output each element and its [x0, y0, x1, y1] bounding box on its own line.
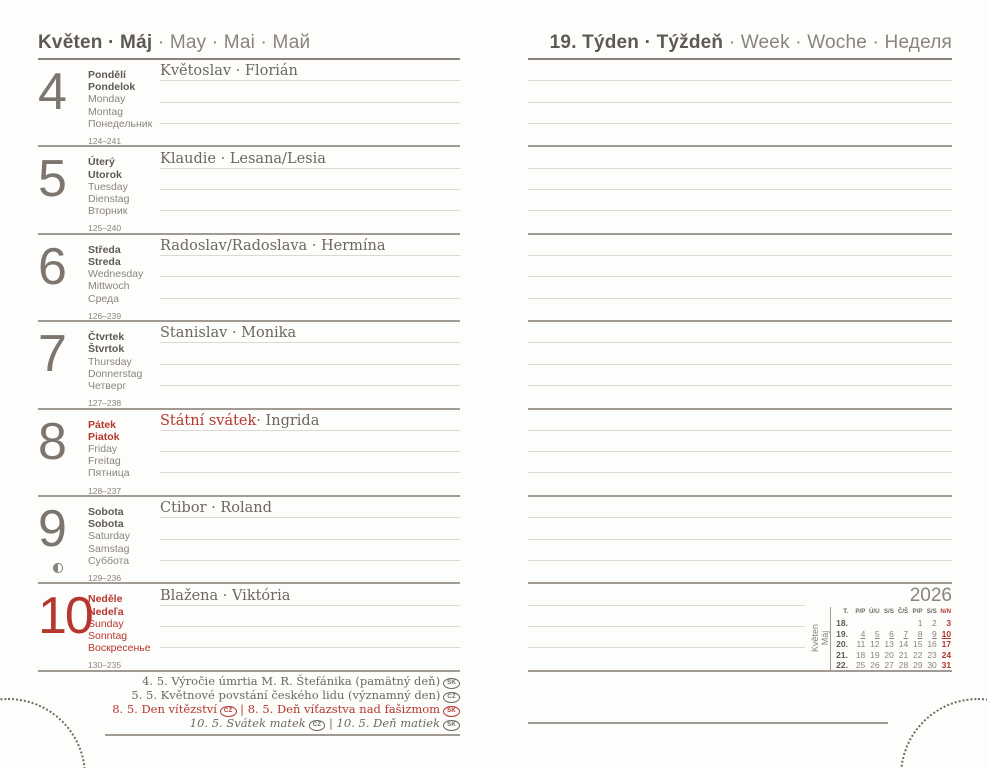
calendar-day: 27: [884, 660, 894, 671]
day-of-year-range: 126–239: [88, 310, 122, 321]
weekday-abbr: Č/Š: [897, 608, 909, 616]
weekday-labels: [88, 147, 160, 232]
holiday-note-red: [38, 703, 460, 717]
calendar-grid: [830, 607, 952, 671]
writing-line: [528, 343, 952, 364]
writing-line: [160, 211, 460, 233]
weekday-abbr: P/P: [912, 608, 923, 616]
day-writing-area: [160, 235, 460, 320]
weekday-label-sk: Nedeľa: [88, 605, 124, 618]
calendar-day: 28: [898, 660, 909, 671]
weekday-label-ru: Суббота: [88, 554, 130, 567]
nameday-line: [160, 410, 460, 431]
writing-line: [528, 497, 952, 518]
weekday-label-de: Sonntag: [88, 629, 128, 642]
calendar-day: 12: [870, 639, 880, 650]
calendar-day: 29: [913, 660, 923, 671]
writing-line: [160, 365, 460, 386]
writing-line: [528, 561, 952, 583]
bottom-rule: [528, 722, 888, 724]
weekday-label-sk: Sobota: [88, 518, 124, 531]
writing-line: [528, 452, 952, 473]
writing-line: [528, 147, 952, 168]
weekday-abbr: Ú/U: [868, 608, 880, 616]
weekday-label-en: Friday: [88, 442, 118, 455]
notes-block: [528, 60, 952, 147]
week-number: 19.: [836, 628, 848, 639]
weekday-abbr: S/S: [883, 608, 894, 616]
weekday-label-en: Monday: [88, 93, 126, 106]
nameday-names: Ctibor · Roland: [160, 500, 272, 517]
calendar-week-row: [834, 660, 952, 671]
weekday-label-cs: Úterý: [88, 156, 115, 169]
day-of-year-range: 127–238: [88, 398, 122, 409]
last-quarter-moon-icon: [52, 561, 88, 579]
calendar-week-row: [834, 650, 952, 661]
weekday-label-ru: Четверг: [88, 379, 127, 392]
nameday-line: [160, 322, 460, 343]
calendar-day: 30: [927, 660, 937, 671]
calendar-day-sunday: 10: [941, 628, 952, 639]
calendar-month-sk: Máj: [820, 631, 830, 646]
country-badge-sk: SK: [443, 678, 460, 689]
day-of-year-range: 125–240: [88, 223, 122, 234]
weekday-label-sk: Piatok: [88, 430, 120, 443]
day-number-column: [38, 497, 88, 582]
writing-line: [528, 211, 952, 233]
weekday-label-cs: Středa: [88, 243, 121, 256]
holiday-note-text: 4. 5. Výročie úmrtia M. R. Štefánika (pamätný deň): [142, 673, 441, 688]
day-number-column: [38, 322, 88, 407]
mini-month-calendar: [810, 586, 952, 671]
holiday-footnotes: [38, 672, 460, 736]
day-block: [38, 322, 460, 409]
writing-line: [160, 561, 460, 583]
weekday-label-ru: Воскресенье: [88, 642, 151, 655]
calendar-day-sunday: 31: [941, 660, 952, 671]
week-header: [528, 32, 952, 60]
weekday-labels: [88, 584, 160, 669]
week-number: 20.: [836, 639, 848, 650]
week-column-header: T.: [843, 608, 848, 616]
calendar-year: 2026: [909, 585, 952, 607]
writing-line: [528, 256, 952, 277]
day-of-year-range: 128–237: [88, 485, 122, 496]
weekday-label-sk: Utorok: [88, 168, 122, 181]
calendar-day: [880, 618, 894, 629]
month-header: [38, 32, 460, 60]
nameday-line: [160, 584, 460, 605]
footer-rule: [105, 734, 460, 736]
calendar-header-row: [834, 607, 952, 618]
weekday-labels: [88, 60, 160, 145]
day-of-year-range: 129–236: [88, 572, 122, 583]
day-number: 8: [38, 412, 65, 471]
writing-line: [528, 410, 952, 431]
writing-line: [160, 540, 460, 561]
day-block: [38, 60, 460, 147]
weekday-label-sk: Štvrtok: [88, 343, 125, 356]
day-number: 9: [38, 499, 65, 558]
weekday-label-de: Freitag: [88, 455, 121, 468]
writing-line: [160, 81, 460, 102]
day-writing-area: [160, 322, 460, 407]
calendar-day: 18: [855, 649, 866, 660]
day-number-column: [38, 60, 88, 145]
day-writing-area: [160, 497, 460, 582]
nameday-names: Klaudie · Lesana/Lesia: [160, 150, 326, 167]
day-number: 6: [38, 237, 65, 296]
calendar-week-row: [834, 629, 952, 640]
week-number: 18.: [836, 617, 848, 628]
weekday-label-sk: Streda: [88, 255, 121, 268]
writing-line: [160, 518, 460, 539]
weekday-label-ru: Пятница: [88, 467, 130, 480]
writing-line: [528, 606, 805, 627]
writing-line: [160, 431, 460, 452]
calendar-day: 16: [927, 639, 937, 650]
writing-line: [160, 103, 460, 124]
writing-line: [160, 124, 460, 146]
nameday-names: Blažena · Viktória: [160, 587, 291, 604]
day-number-column: [38, 235, 88, 320]
writing-line: [528, 103, 952, 124]
writing-line: [160, 299, 460, 321]
writing-line: [528, 169, 952, 190]
holiday-note-text: 10. 5. Svátek matek: [189, 715, 306, 730]
calendar-day: [865, 618, 879, 629]
weekday-label-ru: Понедельник: [88, 117, 153, 130]
calendar-day-sunday: 24: [941, 649, 952, 660]
weekday-label-en: Sunday: [88, 617, 124, 630]
week-number: 22.: [836, 660, 848, 671]
writing-line: [528, 473, 952, 495]
weekday-labels: [88, 410, 160, 495]
calendar-day: 21: [898, 649, 909, 660]
weekday-abbr: P/P: [855, 608, 866, 616]
writing-line: [160, 256, 460, 277]
calendar-day-sunday: 17: [941, 639, 952, 650]
day-writing-area: [160, 584, 460, 669]
week-header-bold: 19. Týden · Týždeň: [549, 32, 724, 53]
writing-line: [160, 627, 460, 648]
writing-line: [528, 322, 952, 343]
calendar-month-vertical-label: [810, 607, 830, 669]
nameday-names: Stanislav · Monika: [160, 325, 297, 342]
day-number: 5: [38, 150, 65, 209]
nameday-line: [160, 497, 460, 518]
calendar-day: 25: [855, 660, 866, 671]
calendar-day: 20: [884, 649, 894, 660]
week-header-translations: · Week · Woche · Неделя: [728, 32, 952, 53]
weekday-label-cs: Pondělí: [88, 69, 126, 81]
calendar-body: [810, 607, 952, 671]
calendar-day: 7: [903, 628, 909, 639]
notes-block: [528, 410, 952, 497]
writing-line: [528, 60, 952, 81]
weekday-labels: [88, 497, 160, 582]
writing-line: [528, 124, 952, 146]
country-badge-cz: CZ: [443, 692, 460, 703]
country-badge-cz: CZ: [220, 706, 237, 717]
calendar-day-sunday: 3: [946, 617, 952, 628]
writing-line: [528, 299, 952, 321]
day-block: [38, 410, 460, 497]
calendar-day: 15: [913, 639, 923, 650]
weekday-label-de: Montag: [88, 105, 124, 118]
notes-block: [528, 147, 952, 234]
day-number: 10: [38, 587, 92, 646]
writing-line: [528, 648, 805, 670]
writing-line: [160, 277, 460, 298]
nameday-names: Květoslav · Florián: [160, 63, 298, 80]
calendar-week-row: [834, 618, 952, 629]
day-block: [38, 497, 460, 584]
holiday-note-text: | 8. 5. Deň víťazstva nad fašizmom: [240, 701, 441, 716]
day-number-column: [38, 147, 88, 232]
calendar-day: 19: [870, 649, 880, 660]
weekday-label-de: Mittwoch: [88, 280, 130, 293]
weekday-label-de: Donnerstag: [88, 367, 143, 380]
writing-line: [160, 452, 460, 473]
calendar-day: 11: [856, 639, 866, 650]
holiday-note-italic: [38, 717, 460, 731]
calendar-day: [894, 618, 908, 629]
month-header-bold: Květen · Máj: [38, 32, 153, 53]
writing-line: [160, 473, 460, 495]
writing-line: [528, 540, 952, 561]
day-number-column: [38, 410, 88, 495]
nameday-names: Radoslav/Radoslava · Hermína: [160, 238, 386, 255]
calendar-day: [851, 618, 865, 629]
calendar-day: 22: [913, 649, 923, 660]
day-block: [38, 584, 460, 671]
writing-line: [528, 81, 952, 102]
writing-line: [528, 235, 952, 256]
writing-line: [528, 190, 952, 211]
weekday-label-en: Wednesday: [88, 268, 144, 281]
nameday-line: [160, 147, 460, 168]
weekday-label-ru: Вторник: [88, 205, 128, 218]
writing-line: [160, 169, 460, 190]
day-block: [38, 235, 460, 322]
writing-line: [160, 343, 460, 364]
weekday-label-cs: Sobota: [88, 505, 124, 518]
notes-block: [528, 497, 952, 584]
day-writing-area: [160, 60, 460, 145]
calendar-day: 1: [917, 617, 923, 628]
day-number: 4: [38, 63, 65, 121]
day-writing-area: [160, 147, 460, 232]
writing-line: [528, 518, 952, 539]
calendar-rows: [834, 618, 952, 671]
calendar-day: 14: [898, 639, 909, 650]
weekday-label-en: Tuesday: [88, 180, 128, 193]
calendar-day: 4: [860, 628, 866, 639]
holiday-note-text: 5. 5. Květnové povstání českého lidu (významný den): [131, 687, 441, 702]
weekday-label-cs: Neděle: [88, 593, 123, 606]
writing-line: [160, 386, 460, 408]
writing-line: [160, 606, 460, 627]
month-header-translations: · May · Mai · Май: [157, 32, 311, 53]
calendar-week-row: [834, 639, 952, 650]
diary-left-page: [38, 32, 460, 736]
weekday-label-en: Thursday: [88, 355, 132, 368]
calendar-day: 6: [889, 628, 894, 639]
nameday-line: [160, 60, 460, 81]
holiday-note: [38, 675, 460, 689]
calendar-day: 8: [917, 628, 923, 639]
calendar-day: 2: [932, 617, 937, 628]
notes-block: [528, 322, 952, 409]
public-holiday-name: Státní svátek: [160, 412, 257, 429]
nameday-line: [160, 235, 460, 256]
week-number: 21.: [836, 649, 848, 660]
weekday-abbr-sunday: N/N: [940, 608, 952, 616]
calendar-day: 26: [870, 660, 880, 671]
country-badge-sk: SK: [443, 706, 460, 717]
day-number-column: [38, 584, 92, 669]
day-of-year-range: 130–235: [88, 660, 122, 671]
writing-line: [528, 627, 805, 648]
calendar-day: 23: [927, 649, 937, 660]
holiday-note: [38, 689, 460, 703]
notes-block: [528, 235, 952, 322]
weekday-label-en: Saturday: [88, 530, 131, 543]
weekday-labels: [88, 322, 160, 407]
weekday-label-cs: Čtvrtek: [88, 331, 125, 344]
writing-line: [528, 386, 952, 408]
holiday-note-text: | 10. 5. Deň matiek: [329, 715, 441, 730]
writing-line: [528, 584, 805, 605]
weekday-labels: [88, 235, 160, 320]
writing-line: [528, 365, 952, 386]
weekday-label-de: Dienstag: [88, 193, 130, 205]
writing-line: [160, 648, 460, 670]
day-number: 7: [38, 325, 65, 384]
calendar-month-cs: Květen: [810, 624, 820, 653]
day-blocks: [38, 60, 460, 672]
country-badge-sk: SK: [443, 720, 460, 731]
calendar-day: 13: [884, 639, 894, 650]
country-badge-cz: CZ: [309, 720, 326, 731]
weekday-abbr: S/S: [926, 608, 937, 616]
day-of-year-range: 124–241: [88, 136, 122, 147]
weekday-label-de: Samstag: [88, 542, 130, 555]
writing-line: [528, 277, 952, 298]
weekday-label-ru: Среда: [88, 292, 119, 305]
notes-block-with-calendar: [528, 584, 952, 671]
day-writing-area: [160, 410, 460, 495]
weekday-label-sk: Pondelok: [88, 81, 136, 94]
writing-line: [160, 190, 460, 211]
calendar-day: 5: [874, 628, 880, 639]
day-block: [38, 147, 460, 234]
diary-right-page: [528, 32, 952, 724]
nameday-names: · Ingrida: [256, 412, 320, 429]
weekday-label-cs: Pátek: [88, 418, 117, 431]
holiday-note-text: 8. 5. Den vítězství: [112, 701, 217, 716]
writing-line: [528, 431, 952, 452]
calendar-day: 9: [932, 628, 937, 639]
